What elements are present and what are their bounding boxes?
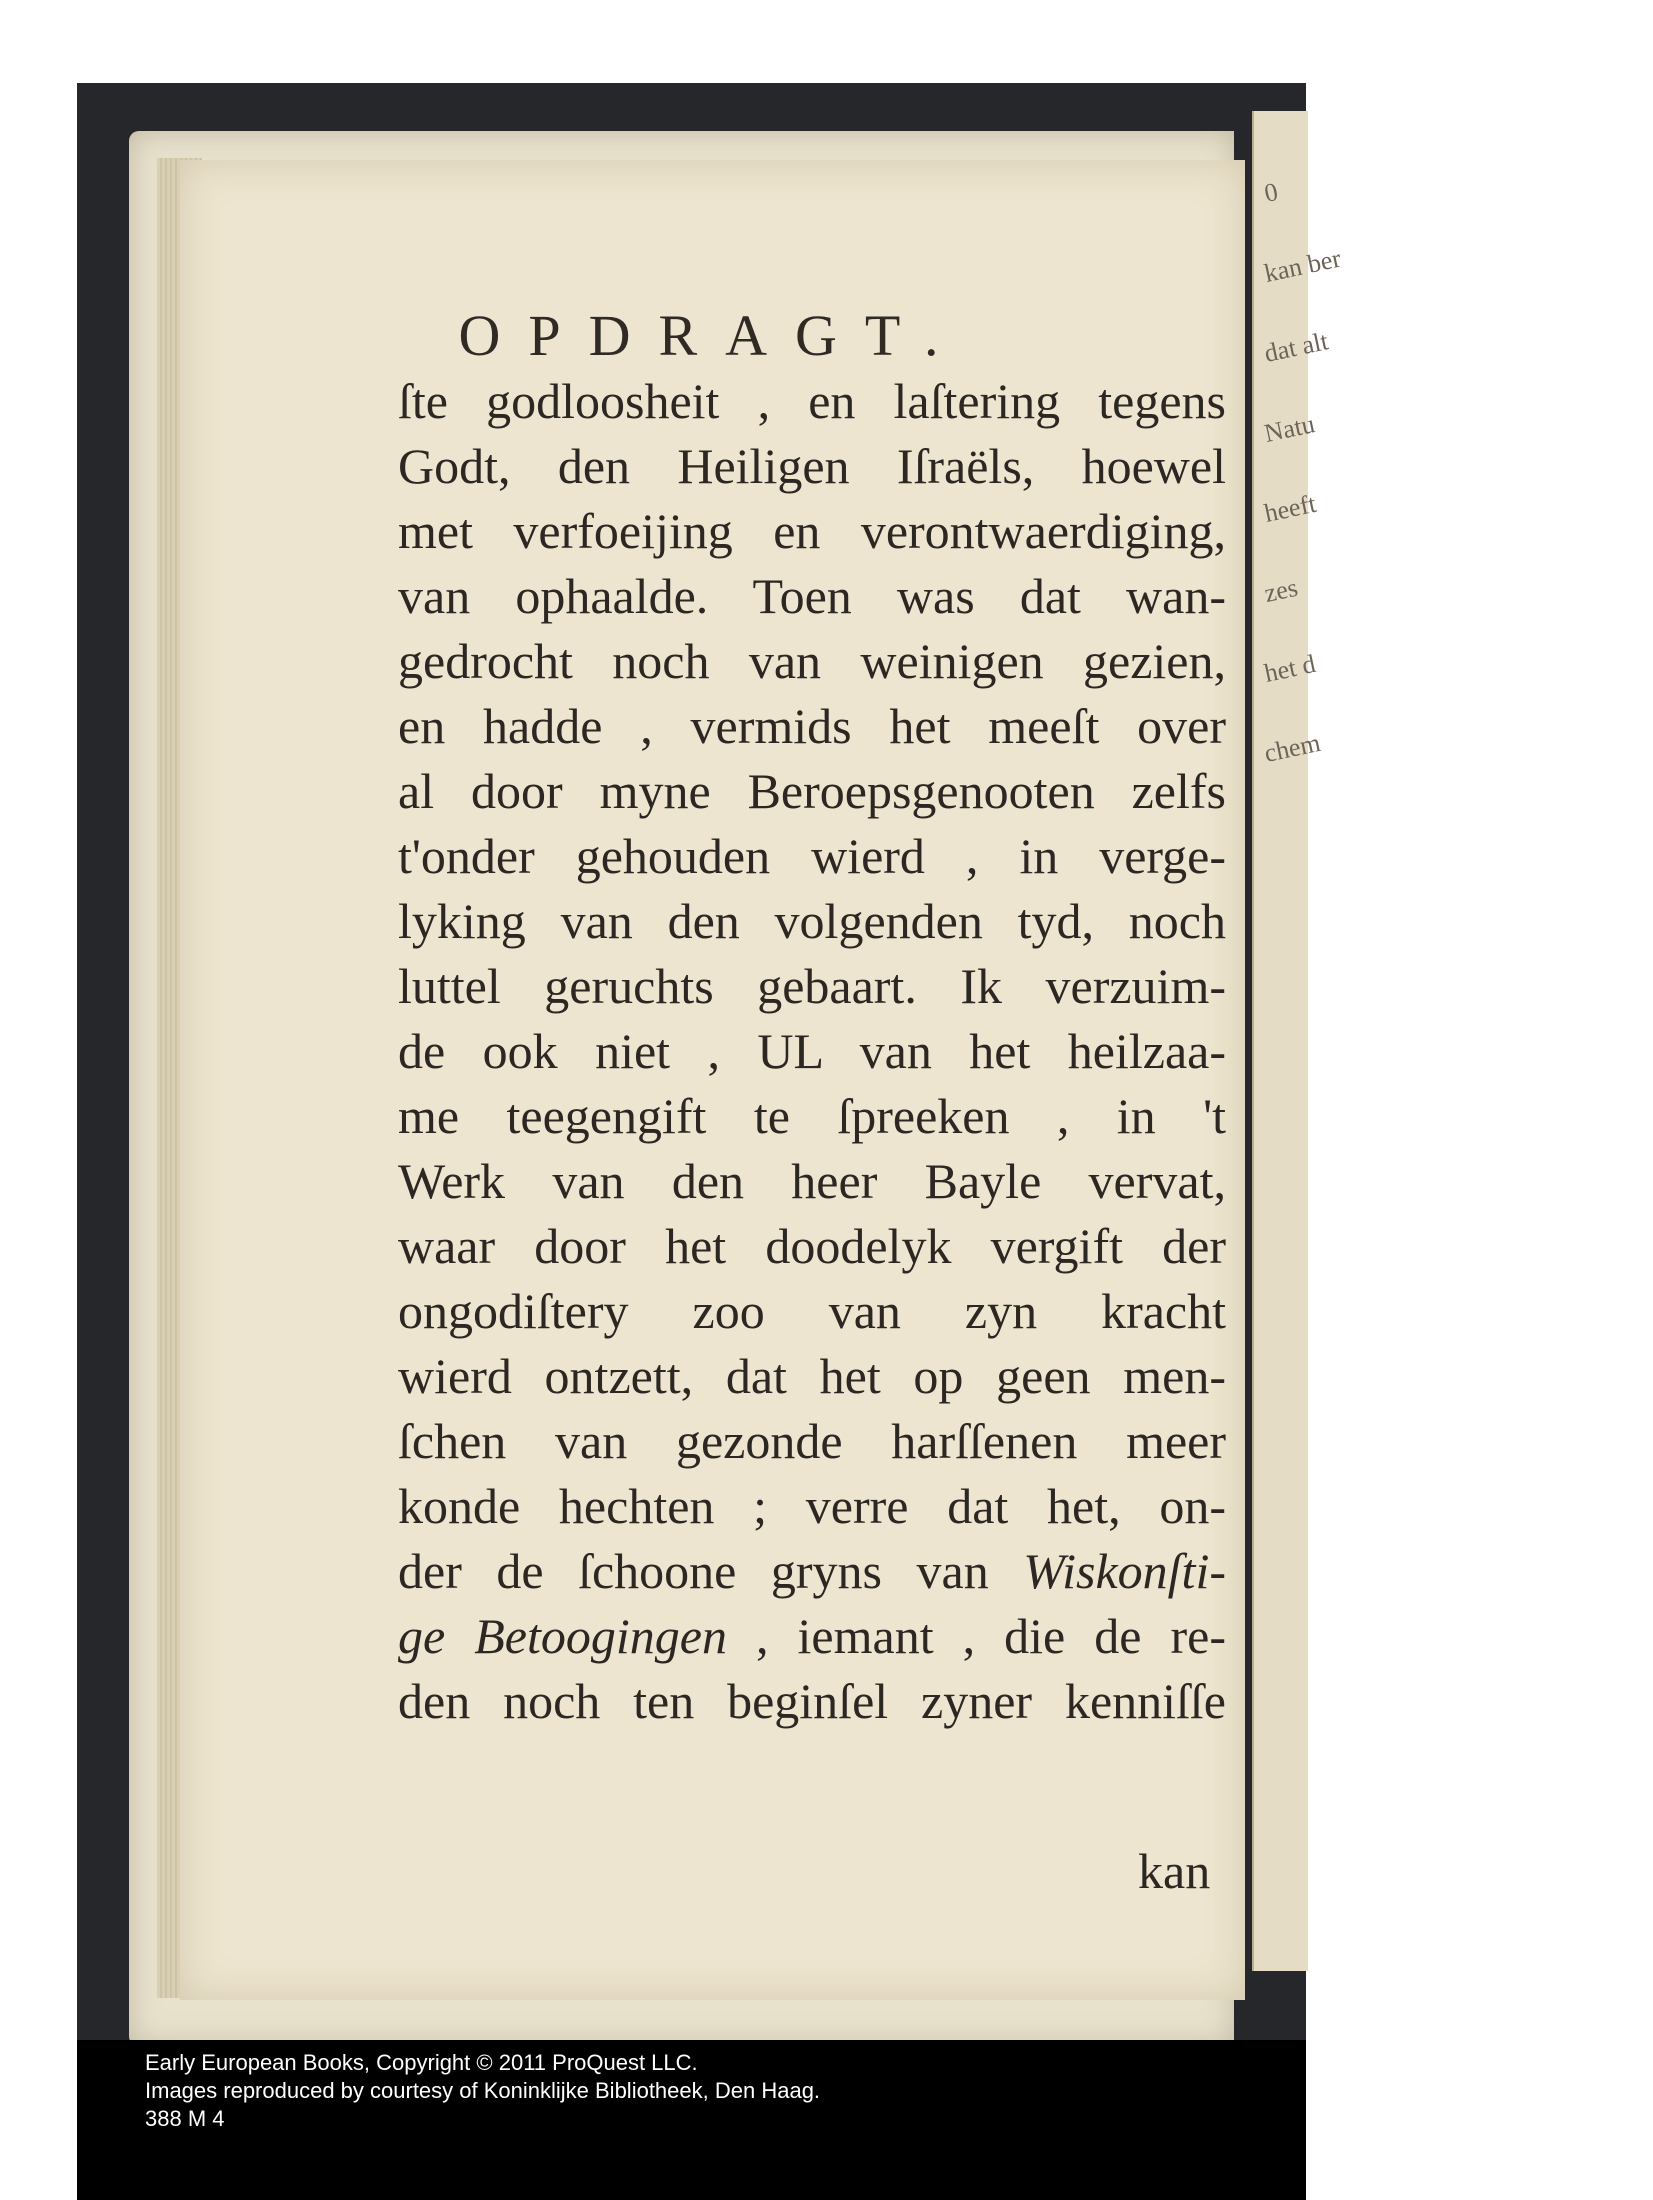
copyright-line: Early European Books, Copyright © 2011 ProQuest LLC. <box>145 2050 698 2075</box>
text-line <box>398 1542 1226 1600</box>
text-line: waar door het doodelyk vergift der <box>398 1218 1226 1274</box>
text-segment: der de ſchoone gryns van <box>398 1543 989 1599</box>
page-header: OPDRAGT. <box>458 303 967 368</box>
facing-page-fragment: het d <box>1261 648 1318 689</box>
facing-page-fragment: Natu <box>1261 409 1318 449</box>
text-line: de ook niet , UL van het heilzaa- <box>398 1023 1226 1079</box>
text-line: me teegengift te ſpreeken , in 't <box>398 1088 1226 1144</box>
italic-term: ge Betoogingen <box>398 1608 727 1664</box>
text-line: den noch ten beginſel zyner kenniſſe <box>398 1673 1226 1729</box>
shelfmark-line: 388 M 4 <box>145 2106 225 2131</box>
text-line: wierd ontzett, dat het op geen men- <box>398 1348 1226 1404</box>
facing-page-fragment: chem <box>1261 727 1323 769</box>
text-line: Werk van den heer Bayle vervat, <box>398 1153 1226 1209</box>
text-line: ſchen van gezonde harſſenen meer <box>398 1413 1226 1469</box>
text-line: van ophaalde. Toen was dat wan- <box>398 568 1226 624</box>
copyright-footer <box>77 2040 1306 2200</box>
text-line: t'onder gehouden wierd , in verge- <box>398 828 1226 884</box>
facing-page-fragment: dat alt <box>1261 326 1331 369</box>
facing-page-fragment: 0 <box>1261 176 1281 209</box>
text-line: Godt, den Heiligen Iſraëls, hoewel <box>398 438 1226 494</box>
courtesy-line: Images reproduced by courtesy of Koninklijke Bibliotheek, Den Haag. <box>145 2078 821 2103</box>
text-line: gedrocht noch van weinigen gezien, <box>398 633 1226 689</box>
text-line: konde hechten ; verre dat het, on- <box>398 1478 1226 1534</box>
text-line: al door myne Beroepsgenooten zelfs <box>398 763 1226 819</box>
text-segment: , iemant , die de re- <box>756 1608 1227 1664</box>
facing-page-fragment: heeft <box>1261 488 1319 529</box>
facing-page-fragment: kan ber <box>1261 243 1344 289</box>
text-line: lyking van den volgenden tyd, noch <box>398 893 1226 949</box>
facing-page-edge <box>1252 111 1344 1971</box>
text-line: met verfoeijing en verontwaerdiging, <box>398 503 1226 559</box>
italic-term: Wiskonſti- <box>1023 1543 1226 1599</box>
book-page <box>180 160 1245 2000</box>
text-line: luttel geruchts gebaart. Ik verzuim- <box>398 958 1226 1014</box>
text-line: en hadde , vermids het meeſt over <box>398 698 1226 754</box>
text-line: ſte godloosheit , en laſtering tegens <box>398 373 1226 429</box>
catchword: kan <box>1138 1843 1211 1899</box>
scan-background <box>77 83 1344 2040</box>
text-line: ongodiſtery zoo van zyn kracht <box>398 1283 1226 1339</box>
text-line <box>398 1607 1226 1665</box>
facing-page-fragment: zes <box>1261 572 1301 609</box>
